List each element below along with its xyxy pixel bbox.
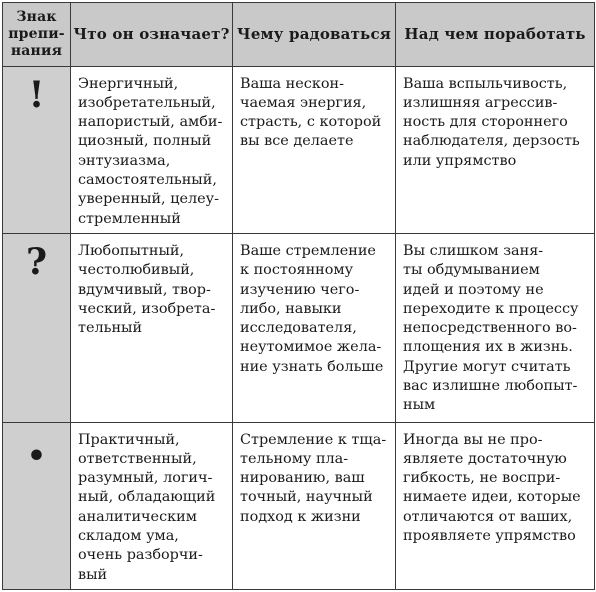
meaning-text: Любопытный, честолюбивый, вдумчивый, твор- ческий, изобрета- тельный — [78, 242, 216, 337]
dot-icon: • — [26, 438, 47, 474]
rejoice-text: Ваша нескон- чаемая энергия, страсть, с которой вы все делаете — [240, 75, 382, 150]
header-rejoice-label: Чему радоваться — [236, 24, 392, 43]
work-on-text: Иногда вы не про- являете достаточную гибкость, не воспри- нимаете идеи, которые отличаются от ваших, проявляете упрямство — [403, 431, 581, 545]
work-on-cell — [396, 422, 595, 589]
rejoice-cell — [233, 422, 396, 589]
table-row — [3, 422, 595, 589]
header-sign-label: Знак препи- нания — [8, 8, 65, 59]
header-meaning-label: Что он означает? — [73, 24, 230, 43]
meaning-text: Энергичный, изобретательный, напористый, амби- циозный, полный энтузиазма, самостоятельный, уверенный, целеу- стремленный — [78, 75, 223, 227]
header-rejoice — [233, 3, 396, 67]
meaning-cell — [71, 66, 233, 233]
work-on-cell — [396, 233, 595, 422]
rejoice-cell — [233, 233, 396, 422]
table-header-row — [3, 3, 595, 67]
table-row — [3, 66, 595, 233]
work-on-cell — [396, 66, 595, 233]
meaning-cell — [71, 422, 233, 589]
question-icon: ? — [25, 240, 48, 283]
sign-cell — [3, 422, 71, 589]
meaning-cell — [71, 233, 233, 422]
rejoice-text: Ваше стремление к постоянному изучению чего- либо, навыки исследователя, неутомимое жела- ние узнать больше — [240, 242, 384, 375]
header-work-on-label: Над чем поработать — [404, 24, 586, 43]
punctuation-personality-table — [2, 2, 595, 590]
work-on-text: Вы слишком заня- ты обдумыванием идей и поэтому не переходите к процессу непосредственного во- площения их в жизнь. Другие могут считать вас излишне любопыт- ным — [403, 242, 579, 414]
sign-cell — [3, 66, 71, 233]
rejoice-text: Стремление к тща- тельному пла- нированию, ваш точный, научный подход к жизни — [240, 431, 387, 525]
header-meaning — [71, 3, 233, 67]
header-sign — [3, 3, 71, 67]
rejoice-cell — [233, 66, 396, 233]
sign-cell — [3, 233, 71, 422]
exclamation-icon: ! — [28, 73, 45, 116]
work-on-text: Ваша вспыльчивость, излишняя агрессив- ность для стороннего наблюдателя, дерзость или упрямство — [403, 75, 580, 169]
table-row — [3, 233, 595, 422]
header-work-on — [396, 3, 595, 67]
meaning-text: Практичный, ответственный, разумный, логич- ный, обладающий аналитическим складом ума, очень разборчи- вый — [78, 431, 216, 583]
